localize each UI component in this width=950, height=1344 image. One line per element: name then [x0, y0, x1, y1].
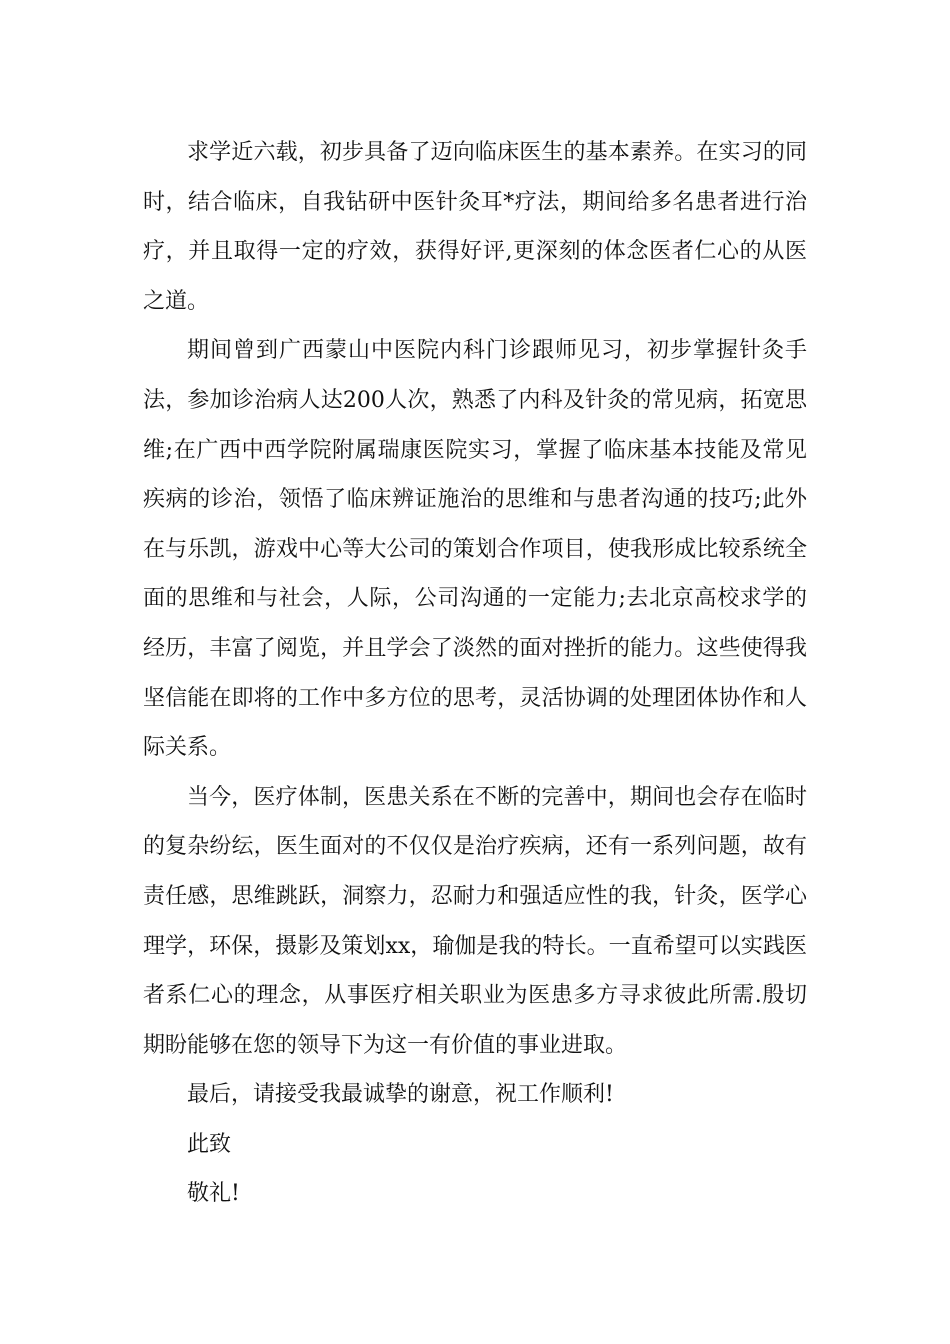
letter-body: [143, 128, 807, 1219]
closing-line: 最后，请接受我最诚挚的谢意，祝工作顺利!: [187, 1082, 614, 1108]
salutation-jingli: 敬礼!: [187, 1181, 240, 1207]
paragraph-experience: 期间曾到广西蒙山中医院内科门诊跟师见习，初步掌握针灸手法，参加诊治病人达200人次，熟悉了内科及针灸的常见病，拓宽思维;在广西中西学院附属瑞康医院实习，掌握了临床基本技能及常见疾病的诊治，领悟了临床辨证施治的思维和与患者沟通的技巧;此外在与乐凯，游戏中心等大公司的策划合作项目，使我形成比较系统全面的思维和与社会，人际，公司沟通的一定能力;去北京高校求学的经历，丰富了阅览，并且学会了淡然的面对挫折的能力。这些使得我坚信能在即将的工作中多方位的思考，灵活协调的处理团体协作和人际关系。: [143, 338, 807, 761]
salutation-cizhi: 此致: [187, 1131, 232, 1157]
paragraph-motivation: 当今，医疗体制，医患关系在不断的完善中，期间也会存在临时的复杂纷纭，医生面对的不仅仅是治疗疾病，还有一系列问题，故有责任感，思维跳跃，洞察力，忍耐力和强适应性的我，针灸，医学心理学，环保，摄影及策划xx，瑜伽是我的特长。一直希望可以实践医者系仁心的理念，从事医疗相关职业为医患多方寻求彼此所需.殷切期盼能够在您的领导下为这一有价值的事业进取。: [143, 784, 807, 1058]
paragraph-study: 求学近六载，初步具备了迈向临床医生的基本素养。在实习的同时，结合临床，自我钻研中医针灸耳*疗法，期间给多名患者进行治疗，并且取得一定的疗效，获得好评,更深刻的体念医者仁心的从医之道。: [143, 140, 807, 314]
